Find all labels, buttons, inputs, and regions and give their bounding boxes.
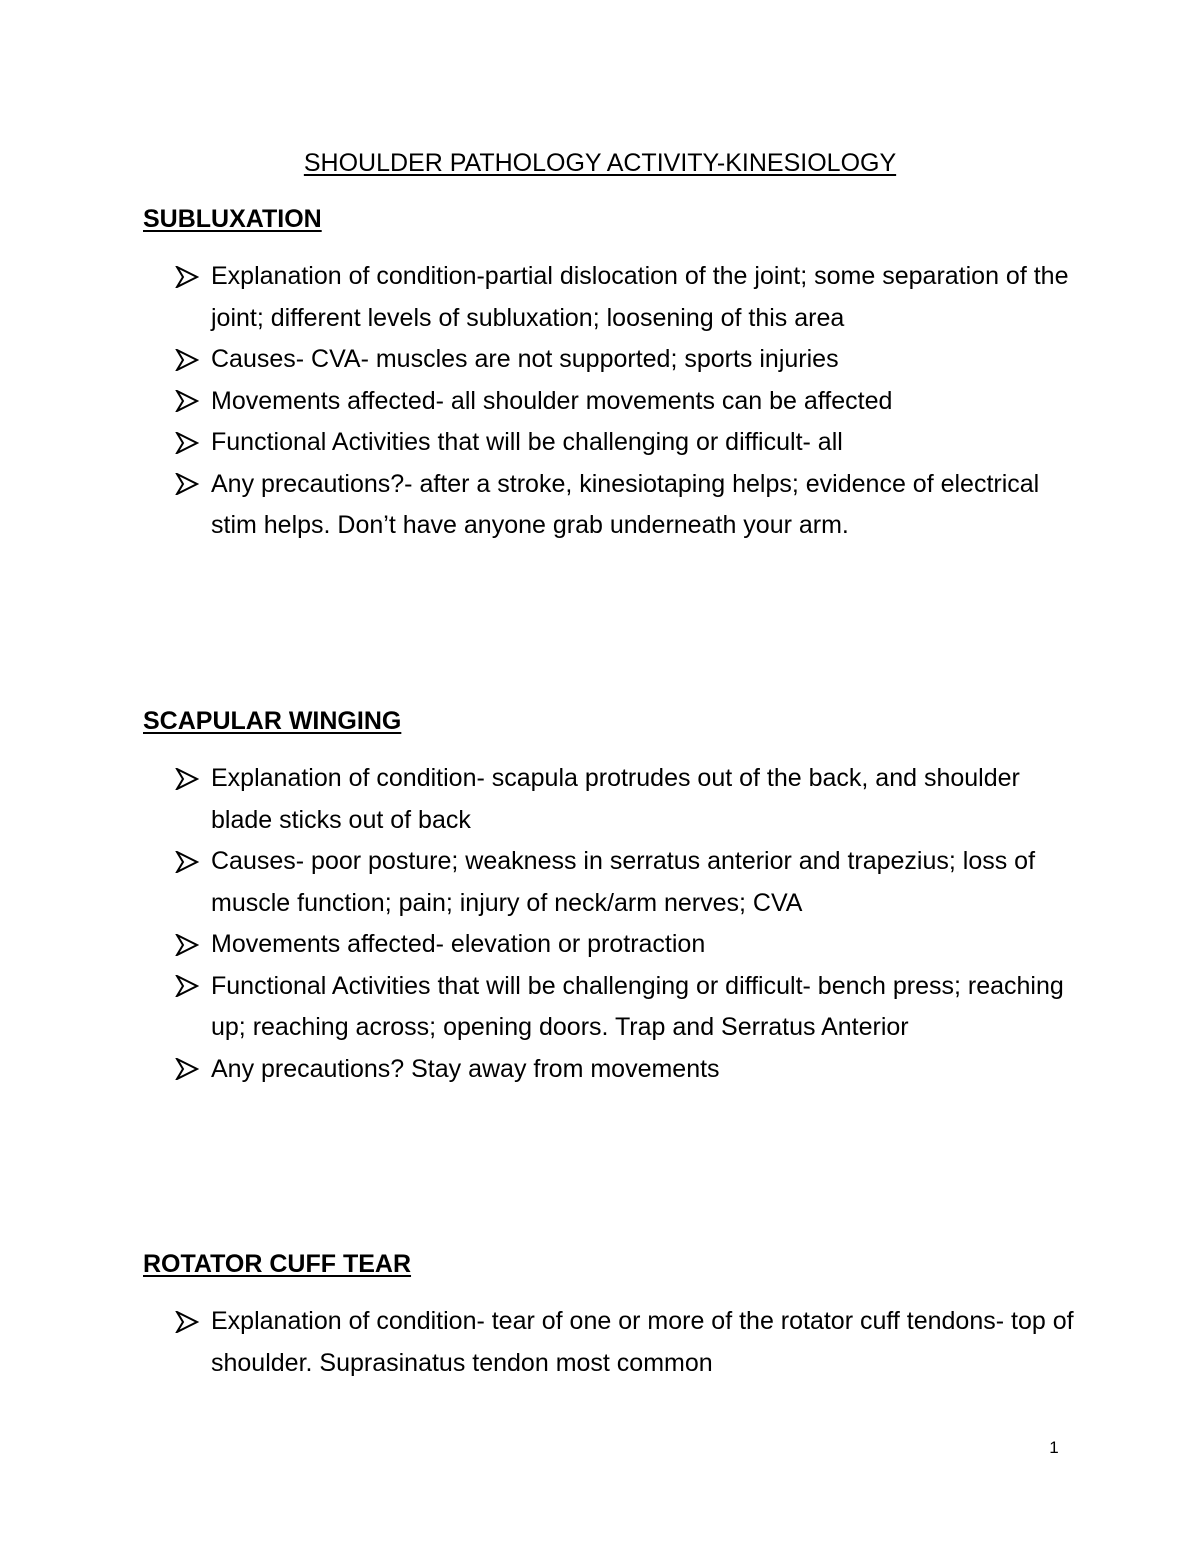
list-item	[175, 464, 1075, 547]
list-item-text: Any precautions?- after a stroke, kinesiotaping helps; evidence of electrical stim helps. Don’t have anyone grab underneath your arm.	[211, 469, 1040, 539]
list-item	[175, 256, 1075, 339]
arrow-bullet-icon	[175, 422, 205, 464]
arrow-bullet-icon	[175, 758, 205, 800]
list-item-text: Causes- CVA- muscles are not supported; sports injuries	[211, 345, 839, 373]
section-heading-rotator-cuff-tear: ROTATOR CUFF TEAR	[143, 1250, 412, 1278]
rotator-cuff-tear-list	[175, 1301, 1075, 1384]
list-item	[175, 422, 1075, 464]
arrow-bullet-icon	[175, 381, 205, 423]
list-item	[175, 381, 1075, 423]
list-item-text: Explanation of condition- scapula protrudes out of the back, and shoulder blade sticks out of back	[211, 764, 1020, 834]
page-number: 1	[1049, 1438, 1059, 1457]
arrow-bullet-icon	[175, 339, 205, 381]
list-item	[175, 758, 1075, 841]
list-item-text: Functional Activities that will be challenging or difficult- all	[211, 428, 843, 456]
list-item	[175, 841, 1075, 924]
arrow-bullet-icon	[175, 256, 205, 298]
scapular-winging-list	[175, 758, 1075, 1090]
list-item	[175, 339, 1075, 381]
list-item-text: Functional Activities that will be challenging or difficult- bench press; reaching up; reaching across; opening doors. Trap and Serratus Anterior	[211, 971, 1064, 1041]
list-item	[175, 1049, 1075, 1091]
document-title: SHOULDER PATHOLOGY ACTIVITY-KINESIOLOGY	[303, 149, 897, 177]
list-item-text: Movements affected- all shoulder movements can be affected	[211, 386, 893, 415]
arrow-bullet-icon	[175, 1049, 205, 1091]
list-item-text: Causes- poor posture; weakness in serratus anterior and trapezius; loss of muscle function; pain; injury of neck/arm nerves; CVA	[211, 847, 1036, 917]
arrow-bullet-icon	[175, 966, 205, 1008]
list-item-text: Any precautions? Stay away from movements	[211, 1054, 720, 1083]
arrow-bullet-icon	[175, 841, 205, 883]
subluxation-list	[175, 256, 1075, 547]
list-item	[175, 966, 1075, 1049]
list-item-text: Explanation of condition-partial dislocation of the joint; some separation of the joint; different levels of subluxation; loosening of this area	[211, 262, 1069, 332]
arrow-bullet-icon	[175, 464, 205, 506]
section-heading-subluxation: SUBLUXATION	[143, 205, 322, 233]
section-heading-scapular-winging: SCAPULAR WINGING	[143, 707, 402, 735]
list-item-text: Explanation of condition- tear of one or more of the rotator cuff tendons- top of shoulder. Suprasinatus tendon most common	[211, 1307, 1074, 1377]
arrow-bullet-icon	[175, 1301, 205, 1343]
list-item	[175, 1301, 1075, 1384]
list-item-text: Movements affected- elevation or protraction	[211, 930, 706, 958]
arrow-bullet-icon	[175, 924, 205, 966]
list-item	[175, 924, 1075, 966]
